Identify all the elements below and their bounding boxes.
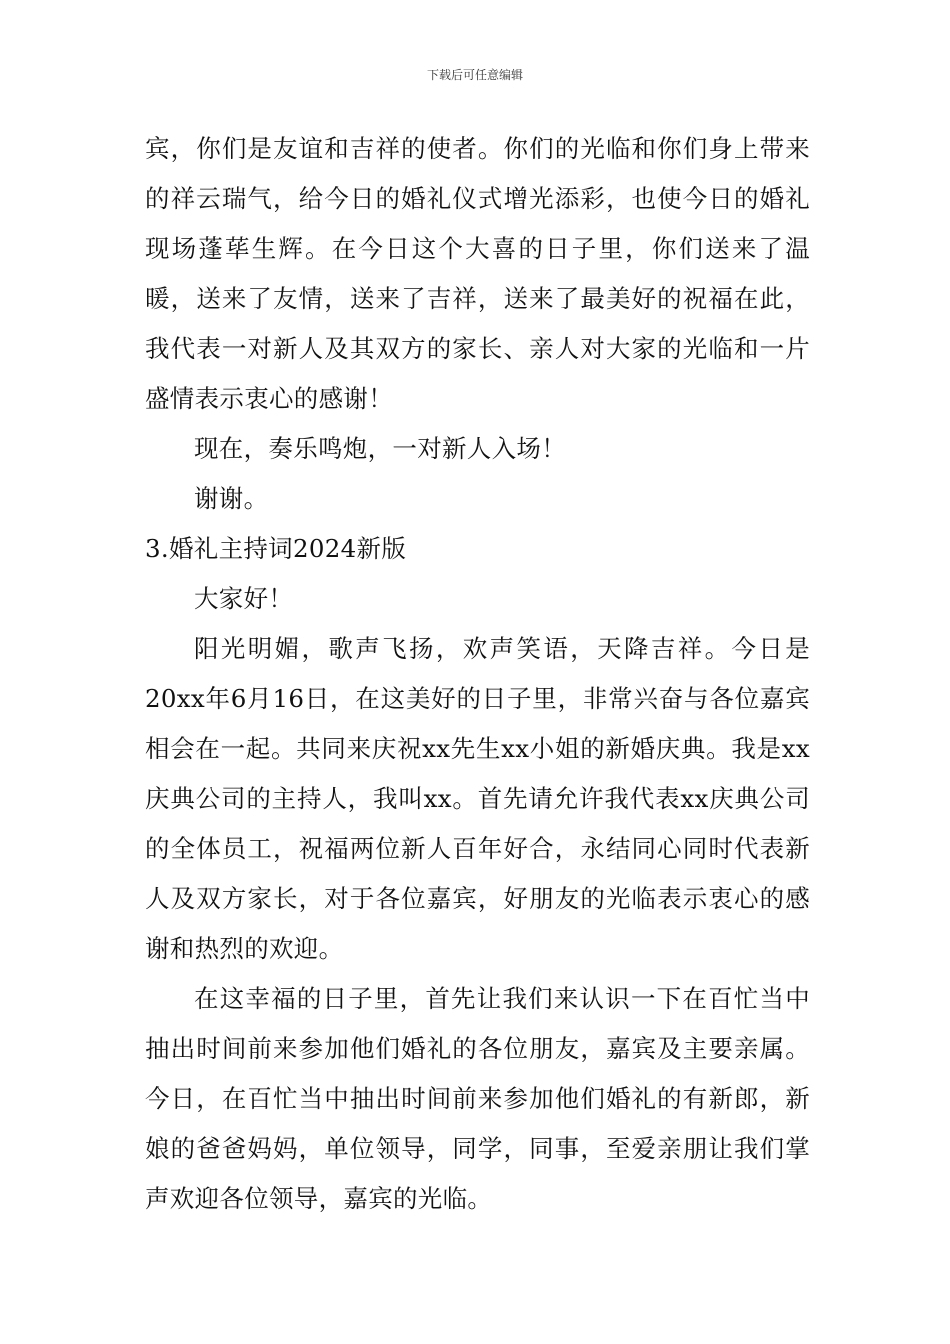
paragraph-thanks: 谢谢。 [194, 484, 269, 513]
section-heading: 3.婚礼主持词2024新版 [145, 534, 407, 563]
page-header: 下载后可任意编辑 [426, 68, 523, 82]
paragraph-enter: 现在，奏乐鸣炮，一对新人入场！ [194, 434, 566, 463]
document-body [145, 124, 810, 1224]
paragraph-continuation: 宾，你们是友谊和吉祥的使者。你们的光临和你们身上带来的祥云瑞气，给今日的婚礼仪式增光添彩，也使今日的婚礼现场蓬荜生辉。在今日这个大喜的日子里，你们送来了温暖，送来了友情，送来了吉祥，送来了最美好的祝福在此，我代表一对新人及其双方的家长、亲人对大家的光临和一片盛情表示衷心的感谢！ [145, 134, 810, 413]
paragraph-greeting: 大家好！ [194, 584, 294, 613]
paragraph-introduction: 在这幸福的日子里，首先让我们来认识一下在百忙当中抽出时间前来参加他们婚礼的各位朋友，嘉宾及主要亲属。今日，在百忙当中抽出时间前来参加他们婚礼的有新郎，新娘的爸爸妈妈，单位领导，同学，同事，至爱亲朋让我们掌声欢迎各位领导，嘉宾的光临。 [145, 984, 810, 1213]
paragraph-opening: 阳光明媚，歌声飞扬，欢声笑语，天降吉祥。今日是20xx年6月16日，在这美好的日子里，非常兴奋与各位嘉宾相会在一起。共同来庆祝xx先生xx小姐的新婚庆典。我是xx庆典公司的主持人，我叫xx。首先请允许我代表xx庆典公司的全体员工，祝福两位新人百年好合，永结同心同时代表新人及双方家长，对于各位嘉宾，好朋友的光临表示衷心的感谢和热烈的欢迎。 [145, 634, 810, 963]
